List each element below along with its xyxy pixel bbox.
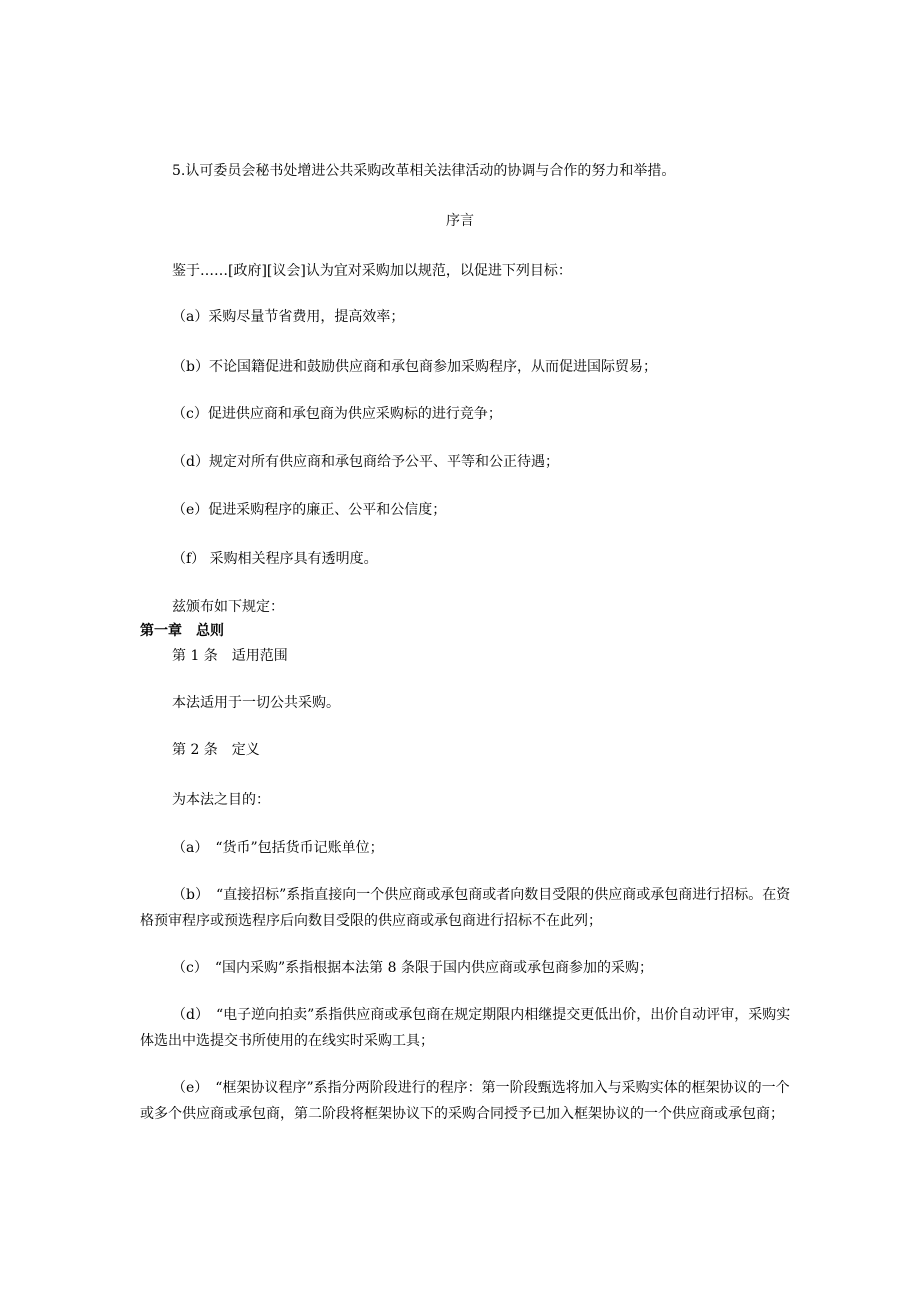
goal-item-a: （a）采购尽量节省费用，提高效率； — [172, 309, 405, 325]
goal-item-f: （f） 采购相关程序具有透明度。 — [172, 551, 378, 567]
article-1-title: 第 1 条 适用范围 — [172, 648, 288, 664]
goal-item-e: （e）促进采购程序的廉正、公平和公信度； — [172, 502, 447, 518]
enactment-clause: 兹颁布如下规定： — [172, 599, 284, 615]
definition-b: （b） “直接招标”系指直接向一个供应商或承包商或者向数目受限的供应商或承包商进行招标。在资格预审程序或预选程序后向数目受限的供应商或承包商进行招标不在此列； — [140, 887, 791, 929]
definition-d: （d） “电子逆向拍卖”系指供应商或承包商在规定期限内相继提交更低出价，出价自动评审，采购实体选出中选提交书所使用的在线实时采购工具； — [140, 1007, 791, 1049]
chapter-heading: 第一章 总则 — [140, 623, 224, 639]
article-2-title: 第 2 条 定义 — [172, 742, 260, 758]
goal-item-c: （c）促进供应商和承包商为供应采购标的进行竞争； — [172, 406, 502, 422]
paragraph-intro-5: 5.认可委员会秘书处增进公共采购改革相关法律活动的协调与合作的努力和举措。 — [172, 163, 676, 179]
definition-c: （c） “国内采购”系指根据本法第 8 条限于国内供应商或承包商参加的采购； — [172, 960, 653, 976]
article-2-intro: 为本法之目的： — [172, 792, 270, 808]
definition-e: （e） “框架协议程序”系指分两阶段进行的程序：第一阶段甄选将加入与采购实体的框架协议的一个或多个供应商或承包商，第二阶段将框架协议下的采购合同授予已加入框架协议的一个供应商或承包商； — [140, 1080, 790, 1122]
goal-item-b: （b）不论国籍促进和鼓励供应商和承包商参加采购程序，从而促进国际贸易； — [172, 359, 657, 375]
definition-a: （a） “货币”包括货币记账单位； — [172, 840, 384, 856]
goal-item-d: （d）规定对所有供应商和承包商给予公平、平等和公正待遇； — [172, 454, 559, 470]
preamble-text: 鉴于……[政府][议会]认为宜对采购加以规范，以促进下列目标： — [172, 263, 572, 279]
preamble-title: 序言 — [446, 213, 474, 229]
article-1-text: 本法适用于一切公共采购。 — [172, 695, 340, 711]
